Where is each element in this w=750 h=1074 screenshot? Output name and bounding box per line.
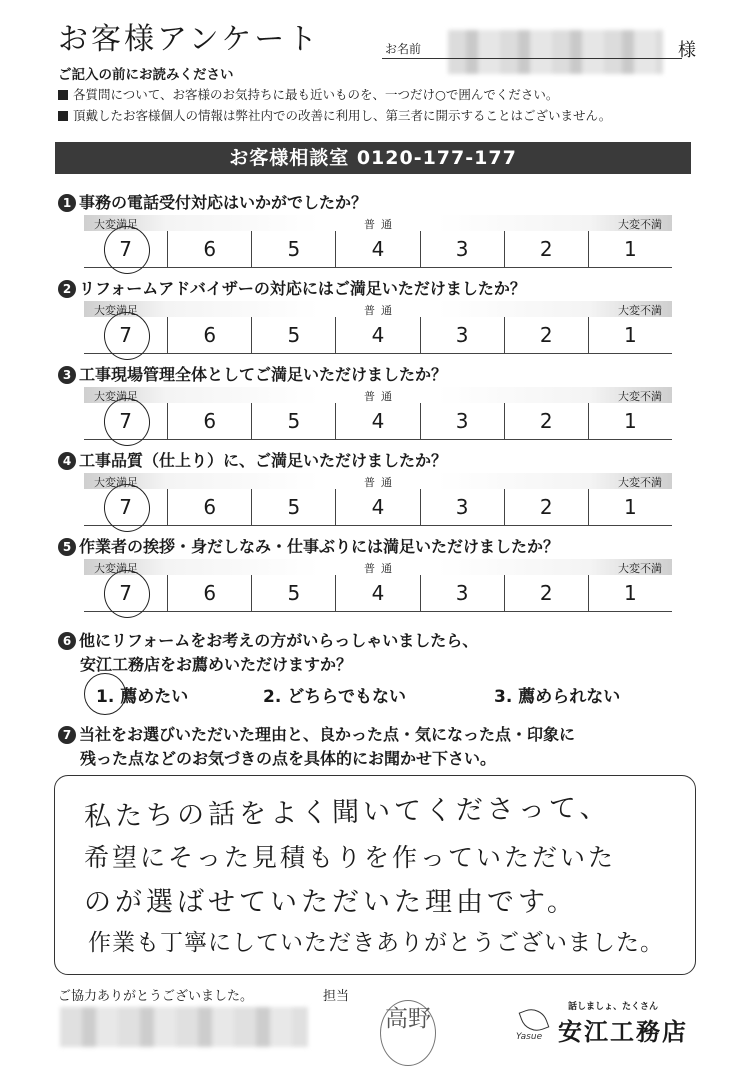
label-neutral: 普通 [364,476,398,489]
rating-option[interactable]: 1 [624,323,637,347]
handwritten-line: 希望にそった見積もりを作っていただいた [84,843,617,872]
rating-option[interactable]: 2 [505,575,589,611]
rating-option[interactable]: 5 [252,489,336,525]
logo-wordmark: Yasue [516,1032,543,1042]
rating-option[interactable]: 5 [252,575,336,611]
rating-option[interactable]: 7 [84,403,168,439]
rating-scale [84,215,672,271]
rating-scale [84,301,672,357]
consultation-phone-bar: お客様相談室 0120-177-177 [55,142,691,174]
rating-option[interactable]: 3 [421,317,505,353]
question-number: 2 [58,280,76,298]
option-neutral[interactable]: 2. どちらでもない [263,687,407,707]
rating-option[interactable]: 2 [505,317,589,353]
label-very-satisfied: 大変満足 [94,562,138,575]
label-very-dissatisfied: 大変不満 [618,218,662,231]
rating-option[interactable]: 4 [336,403,420,439]
rating-option[interactable]: 1 [624,409,637,433]
label-very-satisfied: 大変満足 [94,304,138,317]
scale-header [84,559,672,575]
question-text: 事務の電話受付対応はいかがでしたか？ [79,193,368,212]
question-number: 6 [58,632,76,650]
name-underline [382,58,682,59]
label-neutral: 普通 [364,218,398,231]
rating-scale [84,559,672,615]
option-recommend[interactable]: 1. 薦めたい [96,687,189,707]
rating-option[interactable]: 7 [84,575,168,611]
scale-cells [84,231,672,268]
handwritten-line: のが選ばせていただいた理由です。 [84,887,578,918]
instruction-note: 頂戴したお客様個人の情報は弊社内での改善に利用し、第三者に開示することはございません。 [58,106,611,124]
rating-option[interactable]: 3 [421,403,505,439]
rating-option[interactable]: 4 [336,231,420,267]
question-text: 工事品質（仕上り）に、ご満足いただけましたか？ [79,451,448,470]
rating-option[interactable]: 2 [505,489,589,525]
scale-cells [84,575,672,612]
question-6: 6 他にリフォームをお考えの方がいらっしゃいましたら、 [58,628,478,651]
question-1 [58,190,367,213]
rating-option[interactable]: 3 [421,575,505,611]
company-name: 安江工務店 [558,1018,688,1046]
rating-option[interactable]: 6 [168,317,252,353]
staff-label: 担当 [323,989,350,1004]
scale-cells [84,489,672,526]
handwritten-line: 作業も丁寧にしていただきありがとうございました。 [88,930,664,956]
rating-option[interactable]: 2 [505,231,589,267]
thanks-text: ご協力ありがとうございました。 [58,989,254,1004]
question-number: 1 [58,194,76,212]
scale-header [84,301,672,317]
company-tagline: 話しましょ、たくさん [568,1002,659,1012]
rating-option[interactable]: 6 [168,489,252,525]
question-text: 作業者の挨拶・身だしなみ・仕事ぶりには満足いただけましたか？ [79,537,560,556]
label-neutral: 普通 [364,390,398,403]
rating-option[interactable]: 7 [84,317,168,353]
rating-option[interactable]: 4 [336,489,420,525]
scale-cells [84,317,672,354]
rating-option[interactable]: 6 [168,575,252,611]
scale-header [84,473,672,489]
rating-scale [84,473,672,529]
instructions-heading: ご記入の前にお読みください [58,67,234,83]
rating-option[interactable]: 1 [624,581,637,605]
question-number: 3 [58,366,76,384]
redacted-signature [60,1007,308,1047]
question-7: 7 当社をお選びいただいた理由と、良かった点・気になった点・印象に [58,722,575,745]
scale-header [84,215,672,231]
label-very-dissatisfied: 大変不満 [618,476,662,489]
honorific: 様 [678,40,696,61]
rating-option[interactable]: 5 [252,403,336,439]
scale-header [84,387,672,403]
rating-option[interactable]: 2 [505,403,589,439]
rating-option[interactable]: 5 [252,231,336,267]
scale-cells [84,403,672,440]
question-5 [58,534,559,557]
rating-option[interactable]: 1 [624,237,637,261]
question-2 [58,276,526,299]
square-bullet-icon [58,90,68,100]
label-neutral: 普通 [364,562,398,575]
rating-option[interactable]: 5 [252,317,336,353]
staff-seal-stamp: 高野 [380,1000,436,1066]
rating-option[interactable]: 7 [84,231,168,267]
label-very-dissatisfied: 大変不満 [618,562,662,575]
question-3 [58,362,447,385]
rating-option[interactable]: 3 [421,489,505,525]
instruction-note: 各質問について、お客様のお気持ちに最も近いものを、一つだけ○で囲んでください。 [58,85,558,103]
square-bullet-icon [58,111,68,121]
label-very-satisfied: 大変満足 [94,476,138,489]
page-title: お客様アンケート [58,22,321,57]
question-4 [58,448,447,471]
rating-option[interactable]: 3 [421,231,505,267]
question-7-line2: 残った点などのお気づきの点を具体的にお聞かせ下さい。 [80,749,497,768]
name-label: お名前 [385,42,422,56]
label-very-satisfied: 大変満足 [94,218,138,231]
rating-option[interactable]: 4 [336,317,420,353]
rating-option[interactable]: 6 [168,403,252,439]
rating-option[interactable]: 6 [168,231,252,267]
question-text: 工事現場管理全体としてご満足いただけましたか？ [79,365,448,384]
question-number: 7 [58,726,76,744]
rating-option[interactable]: 4 [336,575,420,611]
question-number: 5 [58,538,76,556]
leaf-logo-icon [519,1005,550,1036]
redacted-name [448,30,663,74]
label-neutral: 普通 [364,304,398,317]
question-number: 4 [58,452,76,470]
question-text: リフォームアドバイザーの対応にはご満足いただけましたか？ [79,279,526,298]
rating-scale [84,387,672,443]
label-very-satisfied: 大変満足 [94,390,138,403]
handwritten-line: 私たちの話をよく聞いてくださって、 [83,792,611,833]
label-very-dissatisfied: 大変不満 [618,304,662,317]
option-not-recommend[interactable]: 3. 薦められない [494,687,621,707]
label-very-dissatisfied: 大変不満 [618,390,662,403]
rating-option[interactable]: 7 [84,489,168,525]
question-6-line2: 安江工務店をお薦めいただけますか？ [80,655,353,674]
rating-option[interactable]: 1 [624,495,637,519]
